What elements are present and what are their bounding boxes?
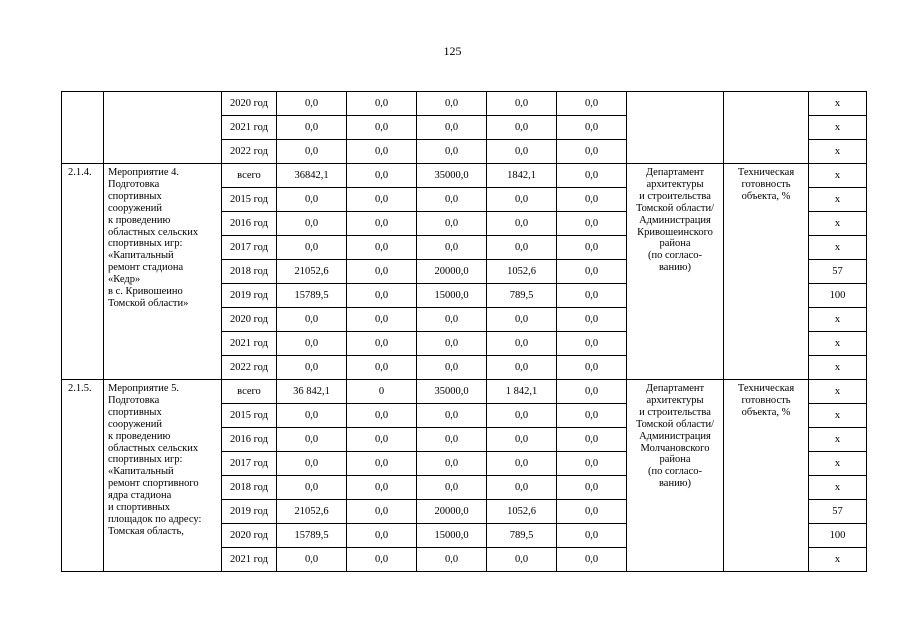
funding-cell: 0,0 bbox=[277, 140, 347, 164]
funding-cell: 0,0 bbox=[557, 212, 627, 236]
year-cell: 2022 год bbox=[222, 356, 277, 380]
funding-cell: 0,0 bbox=[557, 164, 627, 188]
funding-cell: 21052,6 bbox=[277, 500, 347, 524]
funding-cell: 0,0 bbox=[277, 92, 347, 116]
indicator-value-cell: x bbox=[809, 212, 867, 236]
funding-cell: 0,0 bbox=[557, 308, 627, 332]
year-cell: 2021 год bbox=[222, 332, 277, 356]
funding-cell: 0,0 bbox=[557, 236, 627, 260]
funding-cell: 0,0 bbox=[417, 356, 487, 380]
funding-cell: 0,0 bbox=[347, 284, 417, 308]
item-description-cell: Мероприятие 5. Подготовка спортивных сооружений к проведению областных сельских спортивных игр: «Капитальный ремонт спортивного ядра стадиона и спортивных площадок по адресу: Томская область, bbox=[104, 380, 222, 572]
funding-cell: 0,0 bbox=[347, 116, 417, 140]
funding-cell: 0,0 bbox=[347, 452, 417, 476]
indicator-value-cell: x bbox=[809, 308, 867, 332]
funding-cell: 0,0 bbox=[487, 92, 557, 116]
indicator-value-cell: x bbox=[809, 380, 867, 404]
funding-cell: 0,0 bbox=[487, 476, 557, 500]
year-cell: всего bbox=[222, 164, 277, 188]
funding-cell: 0,0 bbox=[277, 428, 347, 452]
item-number-cell: 2.1.5. bbox=[62, 380, 104, 572]
funding-cell: 0,0 bbox=[557, 452, 627, 476]
funding-cell: 0,0 bbox=[277, 332, 347, 356]
item-description-cell: Мероприятие 4. Подготовка спортивных сооружений к проведению областных сельских спортивных игр: «Капитальный ремонт стадиона «Кедр» в с. Кривошеино Томской области» bbox=[104, 164, 222, 380]
funding-cell: 0,0 bbox=[557, 476, 627, 500]
funding-cell: 0,0 bbox=[347, 548, 417, 572]
funding-cell: 0,0 bbox=[417, 140, 487, 164]
year-cell: 2021 год bbox=[222, 548, 277, 572]
indicator-value-cell: x bbox=[809, 404, 867, 428]
funding-cell: 0,0 bbox=[417, 476, 487, 500]
indicator-cell: Техническая готовность объекта, % bbox=[724, 164, 809, 380]
year-cell: 2015 год bbox=[222, 404, 277, 428]
funding-cell: 0,0 bbox=[557, 428, 627, 452]
funding-cell: 1052,6 bbox=[487, 260, 557, 284]
funding-cell: 0,0 bbox=[487, 428, 557, 452]
funding-cell: 0 bbox=[347, 380, 417, 404]
funding-cell: 0,0 bbox=[347, 308, 417, 332]
funding-cell: 0,0 bbox=[557, 500, 627, 524]
year-cell: 2016 год bbox=[222, 428, 277, 452]
funding-cell: 15789,5 bbox=[277, 524, 347, 548]
year-cell: всего bbox=[222, 380, 277, 404]
funding-cell: 0,0 bbox=[417, 308, 487, 332]
funding-cell: 0,0 bbox=[417, 332, 487, 356]
indicator-value-cell: x bbox=[809, 236, 867, 260]
year-cell: 2018 год bbox=[222, 260, 277, 284]
indicator-value-cell: 100 bbox=[809, 284, 867, 308]
funding-cell: 0,0 bbox=[277, 308, 347, 332]
year-cell: 2019 год bbox=[222, 284, 277, 308]
funding-cell: 0,0 bbox=[347, 524, 417, 548]
funding-cell: 0,0 bbox=[487, 404, 557, 428]
funding-cell: 0,0 bbox=[487, 140, 557, 164]
funding-cell: 0,0 bbox=[417, 92, 487, 116]
funding-cell: 0,0 bbox=[277, 212, 347, 236]
indicator-value-cell: 57 bbox=[809, 260, 867, 284]
funding-cell: 0,0 bbox=[417, 404, 487, 428]
funding-cell: 0,0 bbox=[557, 116, 627, 140]
funding-cell: 0,0 bbox=[417, 236, 487, 260]
funding-cell: 0,0 bbox=[487, 188, 557, 212]
funding-cell: 0,0 bbox=[347, 164, 417, 188]
funding-cell: 20000,0 bbox=[417, 260, 487, 284]
funding-cell: 0,0 bbox=[347, 140, 417, 164]
funding-cell: 36 842,1 bbox=[277, 380, 347, 404]
indicator-value-cell: x bbox=[809, 548, 867, 572]
funding-cell: 0,0 bbox=[277, 356, 347, 380]
funding-cell: 0,0 bbox=[347, 500, 417, 524]
funding-cell: 0,0 bbox=[557, 188, 627, 212]
funding-cell: 0,0 bbox=[277, 404, 347, 428]
funding-cell: 0,0 bbox=[487, 236, 557, 260]
funding-cell: 0,0 bbox=[487, 548, 557, 572]
funding-cell: 0,0 bbox=[557, 140, 627, 164]
indicator-value-cell: x bbox=[809, 428, 867, 452]
funding-cell: 0,0 bbox=[417, 188, 487, 212]
indicator-value-cell: x bbox=[809, 116, 867, 140]
funding-cell: 0,0 bbox=[557, 260, 627, 284]
funding-cell: 0,0 bbox=[487, 212, 557, 236]
funding-cell: 0,0 bbox=[277, 548, 347, 572]
funding-cell: 0,0 bbox=[277, 452, 347, 476]
indicator-value-cell: x bbox=[809, 332, 867, 356]
page-number: 125 bbox=[443, 44, 462, 58]
funding-cell: 1 842,1 bbox=[487, 380, 557, 404]
funding-cell: 0,0 bbox=[347, 236, 417, 260]
year-cell: 2017 год bbox=[222, 236, 277, 260]
table-row bbox=[62, 380, 867, 404]
funding-cell: 0,0 bbox=[347, 212, 417, 236]
funding-cell: 35000,0 bbox=[417, 164, 487, 188]
funding-cell: 0,0 bbox=[487, 308, 557, 332]
funding-cell: 0,0 bbox=[347, 428, 417, 452]
indicator-value-cell: x bbox=[809, 164, 867, 188]
funding-cell: 0,0 bbox=[557, 356, 627, 380]
funding-cell: 0,0 bbox=[557, 548, 627, 572]
table-row bbox=[62, 164, 867, 188]
funding-cell: 1052,6 bbox=[487, 500, 557, 524]
funding-cell: 789,5 bbox=[487, 284, 557, 308]
funding-cell: 21052,6 bbox=[277, 260, 347, 284]
department-cell: Департамент архитектуры и строительства Томской области/ Администрация Кривошеинского района (по согласо- ванию) bbox=[627, 164, 724, 380]
funding-cell: 1842,1 bbox=[487, 164, 557, 188]
funding-cell: 35000,0 bbox=[417, 380, 487, 404]
funding-cell: 0,0 bbox=[417, 116, 487, 140]
funding-cell: 15000,0 bbox=[417, 524, 487, 548]
item-number-cell: 2.1.4. bbox=[62, 164, 104, 380]
funding-cell: 0,0 bbox=[277, 116, 347, 140]
funding-cell: 0,0 bbox=[347, 404, 417, 428]
funding-cell: 0,0 bbox=[347, 188, 417, 212]
indicator-value-cell: x bbox=[809, 476, 867, 500]
year-cell: 2015 год bbox=[222, 188, 277, 212]
funding-cell: 0,0 bbox=[347, 260, 417, 284]
table-row bbox=[62, 92, 867, 116]
funding-cell: 15789,5 bbox=[277, 284, 347, 308]
year-cell: 2019 год bbox=[222, 500, 277, 524]
indicator-value-cell: 100 bbox=[809, 524, 867, 548]
funding-cell: 0,0 bbox=[557, 404, 627, 428]
year-cell: 2018 год bbox=[222, 476, 277, 500]
table-body bbox=[62, 92, 867, 572]
funding-cell: 0,0 bbox=[557, 380, 627, 404]
funding-cell: 0,0 bbox=[487, 332, 557, 356]
indicator-cell bbox=[724, 92, 809, 164]
funding-cell: 0,0 bbox=[487, 116, 557, 140]
year-cell: 2016 год bbox=[222, 212, 277, 236]
indicator-value-cell: 57 bbox=[809, 500, 867, 524]
funding-cell: 0,0 bbox=[417, 452, 487, 476]
funding-cell: 0,0 bbox=[557, 524, 627, 548]
department-cell bbox=[627, 92, 724, 164]
year-cell: 2020 год bbox=[222, 308, 277, 332]
funding-cell: 15000,0 bbox=[417, 284, 487, 308]
funding-cell: 0,0 bbox=[557, 332, 627, 356]
item-number-cell bbox=[62, 92, 104, 164]
funding-cell: 0,0 bbox=[277, 236, 347, 260]
item-description-cell bbox=[104, 92, 222, 164]
indicator-value-cell: x bbox=[809, 188, 867, 212]
indicator-value-cell: x bbox=[809, 452, 867, 476]
year-cell: 2020 год bbox=[222, 524, 277, 548]
program-table bbox=[61, 91, 867, 572]
funding-cell: 0,0 bbox=[417, 212, 487, 236]
funding-cell: 0,0 bbox=[557, 92, 627, 116]
funding-cell: 0,0 bbox=[557, 284, 627, 308]
indicator-cell: Техническая готовность объекта, % bbox=[724, 380, 809, 572]
year-cell: 2020 год bbox=[222, 92, 277, 116]
year-cell: 2017 год bbox=[222, 452, 277, 476]
department-cell: Департамент архитектуры и строительства Томской области/ Администрация Молчановского района (по согласо- ванию) bbox=[627, 380, 724, 572]
funding-cell: 0,0 bbox=[347, 332, 417, 356]
funding-cell: 0,0 bbox=[277, 188, 347, 212]
indicator-value-cell: x bbox=[809, 356, 867, 380]
funding-cell: 0,0 bbox=[347, 356, 417, 380]
funding-cell: 0,0 bbox=[347, 92, 417, 116]
year-cell: 2022 год bbox=[222, 140, 277, 164]
indicator-value-cell: x bbox=[809, 92, 867, 116]
year-cell: 2021 год bbox=[222, 116, 277, 140]
funding-cell: 0,0 bbox=[347, 476, 417, 500]
funding-cell: 36842,1 bbox=[277, 164, 347, 188]
funding-cell: 0,0 bbox=[277, 476, 347, 500]
funding-cell: 20000,0 bbox=[417, 500, 487, 524]
funding-cell: 0,0 bbox=[487, 356, 557, 380]
funding-cell: 0,0 bbox=[487, 452, 557, 476]
funding-cell: 789,5 bbox=[487, 524, 557, 548]
funding-cell: 0,0 bbox=[417, 548, 487, 572]
funding-cell: 0,0 bbox=[417, 428, 487, 452]
indicator-value-cell: x bbox=[809, 140, 867, 164]
